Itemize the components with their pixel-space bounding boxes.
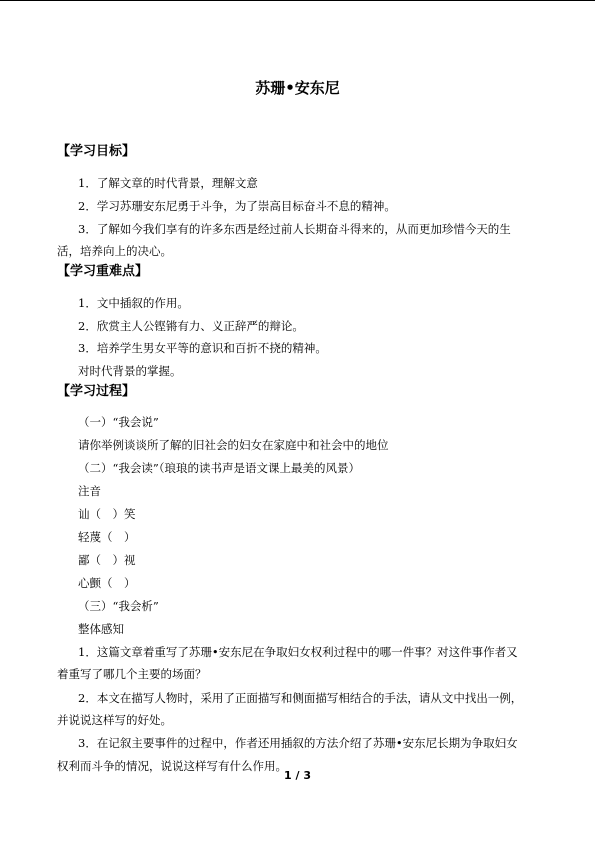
process-item-6: 轻蔑（ ） (78, 530, 136, 544)
goal-item-2: 2．学习苏珊安东尼勇于斗争，为了崇高目标奋斗不息的精神。 (78, 199, 396, 213)
goal-item-3: 3．了解如今我们享有的许多东西是经过前人长期奋斗得来的，从而更加珍惜今天的生 (78, 222, 511, 236)
page-number: 1 / 3 (284, 769, 311, 782)
process-item-1: （一）“我会说” (78, 415, 159, 429)
process-item-11-continued: 着重写了哪几个主要的场面？ (57, 667, 207, 681)
process-item-10: 整体感知 (78, 622, 124, 636)
difficulty-item-3: 3．培养学生男女平等的意识和百折不挠的精神。 (78, 341, 327, 355)
section-heading-process: 【学习过程】 (57, 384, 136, 399)
section-heading-difficulties: 【学习重难点】 (57, 264, 149, 279)
process-item-12: 2．本文在描写人物时，采用了正面描写和侧面描写相结合的手法，请从文中找出一例， (78, 691, 523, 705)
goal-item-3-continued: 活，培养向上的决心。 (57, 244, 172, 258)
process-item-7: 鄙（ ）视 (78, 553, 136, 567)
process-item-13-continued: 权利而斗争的情况，说说这样写有什么作用。 (57, 759, 287, 773)
difficulty-item-1: 1．文中插叙的作用。 (78, 296, 189, 310)
difficulty-item-4: 对时代背景的掌握。 (78, 364, 182, 378)
section-heading-goals: 【学习目标】 (57, 144, 136, 159)
process-item-5: 讪（ ）笑 (78, 507, 136, 521)
difficulty-item-2: 2．欣赏主人公铿锵有力、义正辞严的辩论。 (78, 319, 304, 333)
document-title: 苏珊•安东尼 (255, 79, 340, 97)
process-item-3: （二）“我会读”（琅琅的读书声是语文课上最美的风景） (78, 461, 361, 475)
goal-item-1: 1．了解文章的时代背景，理解文意 (78, 176, 258, 190)
process-item-11: 1．这篇文章着重写了苏珊•安东尼在争取妇女权利过程中的哪一件事？对这件事作者又 (78, 645, 518, 659)
page-top-border (0, 0, 595, 1)
process-item-8: 心颤（ ） (78, 576, 136, 590)
process-item-13: 3．在记叙主要事件的过程中，作者还用插叙的方法介绍了苏珊•安东尼长期为争取妇女 (78, 736, 518, 750)
process-item-2: 请你举例谈谈所了解的旧社会的妇女在家庭中和社会中的地位 (78, 438, 389, 452)
process-item-12-continued: 并说说这样写的好处。 (57, 713, 172, 727)
process-item-9: （三）“我会析” (78, 599, 159, 613)
process-item-4: 注音 (78, 484, 101, 498)
